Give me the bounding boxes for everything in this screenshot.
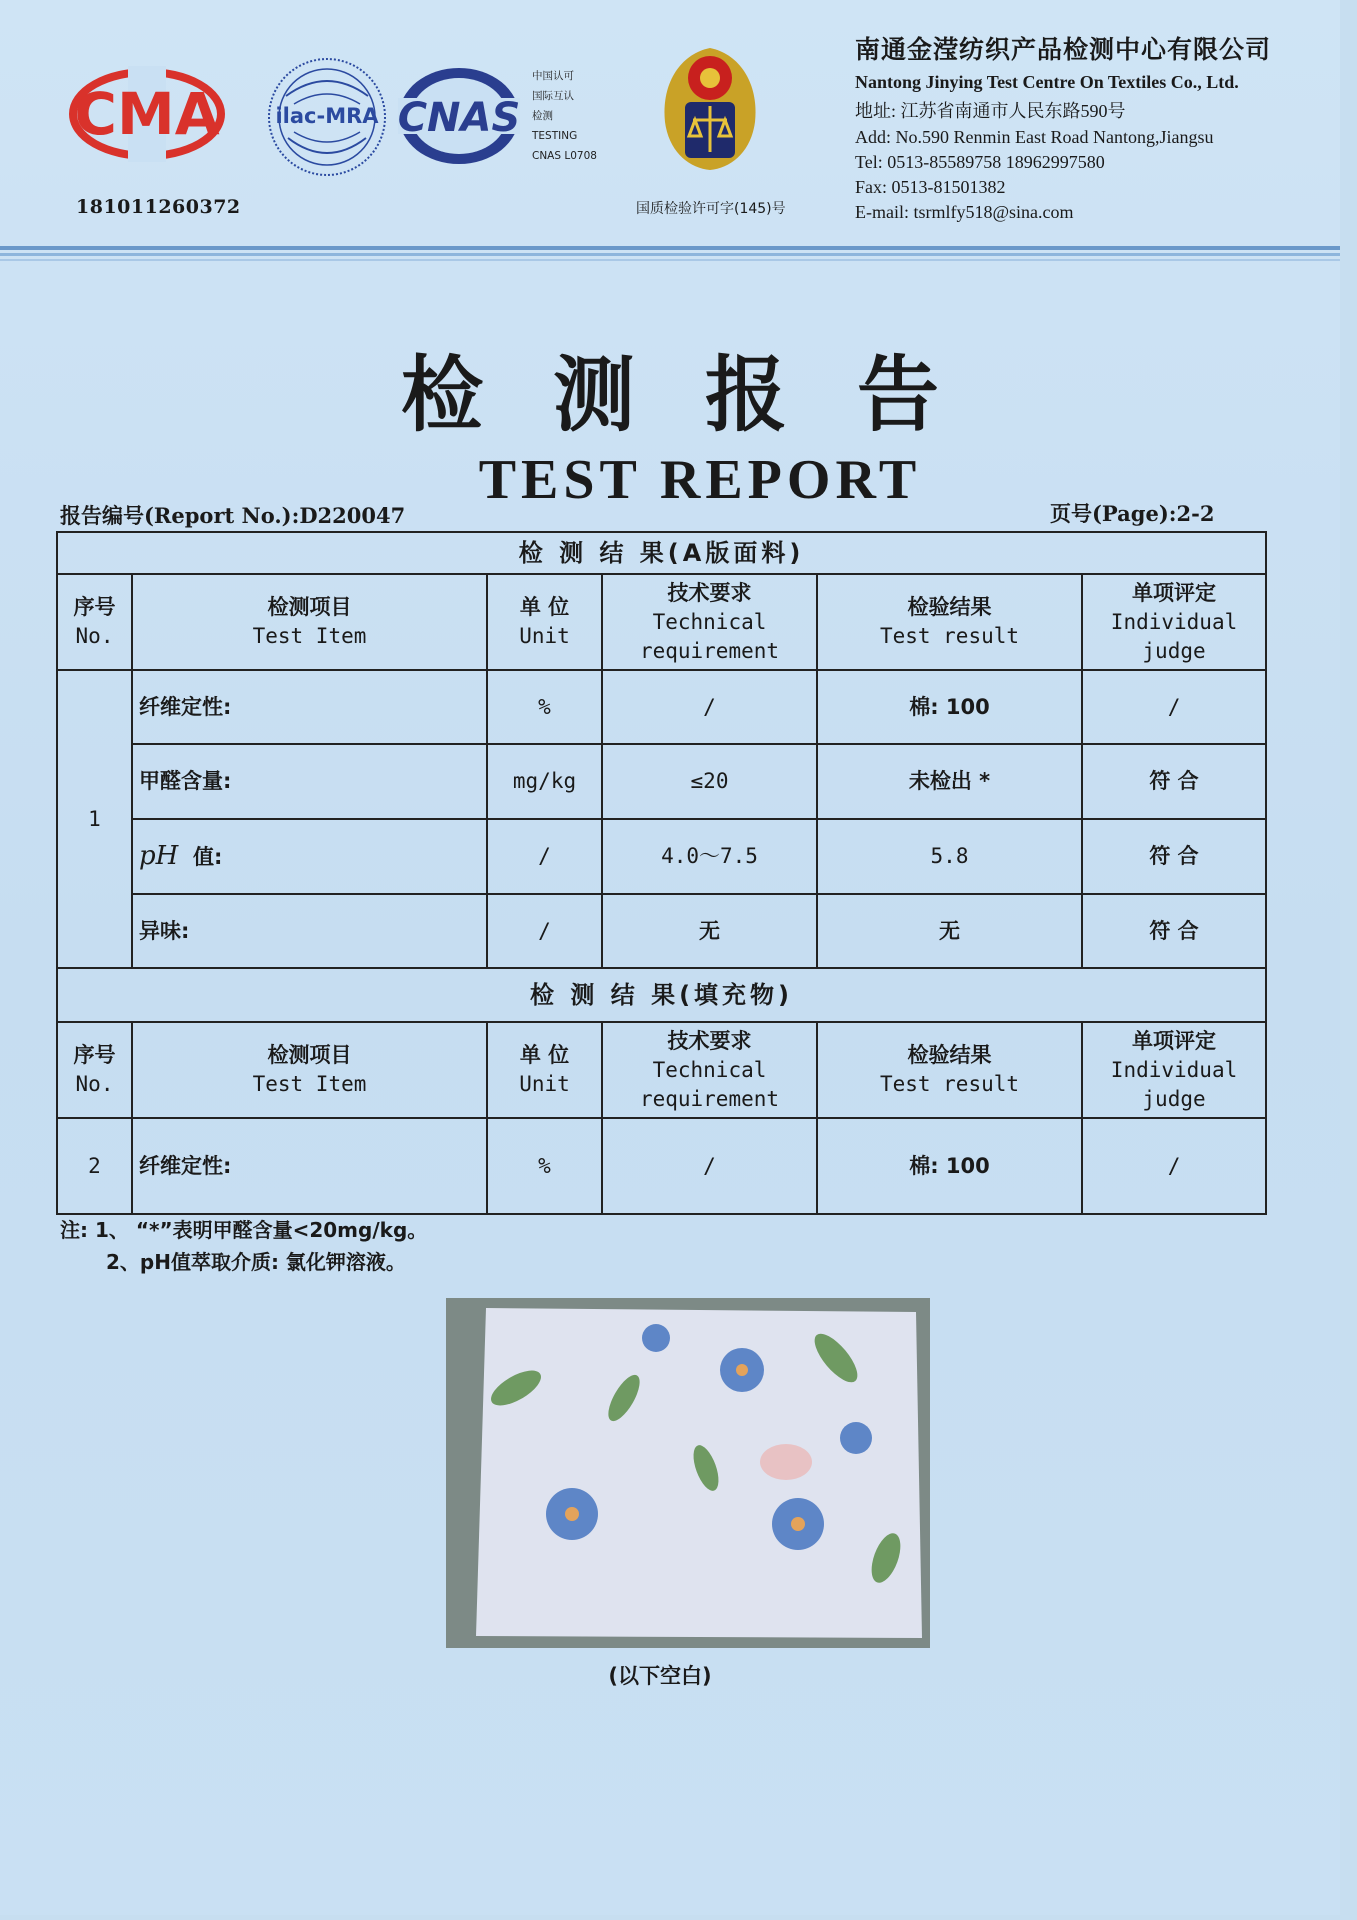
cnas-line: 国际互认 bbox=[532, 90, 574, 102]
result: 无 bbox=[817, 894, 1082, 968]
header-divider bbox=[0, 253, 1340, 256]
col-requirement: 技术要求 Technical requirement bbox=[602, 1022, 817, 1118]
cma-logo-text: CMA bbox=[74, 80, 220, 148]
email: E-mail: tsrmlfy518@sina.com bbox=[855, 202, 1074, 222]
address-cn: 地址: 江苏省南通市人民东路590号 bbox=[855, 101, 1126, 121]
cnas-line: CNAS L0708 bbox=[532, 150, 597, 162]
requirement: 无 bbox=[602, 894, 817, 968]
title-cn: 检测报告 bbox=[400, 348, 1009, 443]
col-judge: 单项评定 Individual judge bbox=[1082, 1022, 1266, 1118]
judge: 符 合 bbox=[1082, 744, 1266, 819]
ilac-logo-text: ilac-MRA bbox=[275, 104, 379, 128]
test-item: 纤维定性: bbox=[132, 1118, 487, 1214]
ph-label: pH bbox=[139, 840, 179, 871]
result: 棉: 100 bbox=[817, 670, 1082, 744]
col-judge: 单项评定 Individual judge bbox=[1082, 574, 1266, 670]
note-line: 注: 1、 “*”表明甲醛含量<20mg/kg。 bbox=[60, 1218, 428, 1242]
table-row bbox=[57, 1118, 1266, 1214]
col-unit: 单 位 Unit bbox=[487, 1022, 602, 1118]
col-unit: 单 位 Unit bbox=[487, 574, 602, 670]
unit: % bbox=[487, 670, 602, 744]
cnas-logo bbox=[394, 64, 524, 168]
col-result: 检验结果 Test result bbox=[817, 1022, 1082, 1118]
telephone: Tel: 0513-85589758 18962997580 bbox=[855, 152, 1105, 172]
row-no: 1 bbox=[57, 670, 132, 968]
requirement: / bbox=[602, 1118, 817, 1214]
cnas-caption bbox=[532, 66, 597, 166]
section-title-b: 检 测 结 果(填充物) bbox=[57, 968, 1266, 1022]
judge: / bbox=[1082, 670, 1266, 744]
result: 棉: 100 bbox=[817, 1118, 1082, 1214]
table-header-row bbox=[57, 1022, 1266, 1118]
cma-logo bbox=[68, 66, 226, 162]
table-row bbox=[57, 894, 1266, 968]
unit: / bbox=[487, 819, 602, 894]
judge: / bbox=[1082, 1118, 1266, 1214]
cnas-line: TESTING bbox=[532, 130, 578, 142]
company-info bbox=[855, 30, 1325, 223]
table-row bbox=[57, 744, 1266, 819]
col-no: 序号 No. bbox=[57, 1022, 132, 1118]
ilac-mra-logo bbox=[266, 56, 388, 178]
row-no: 2 bbox=[57, 1118, 132, 1214]
requirement: 4.0～7.5 bbox=[602, 819, 817, 894]
table-row bbox=[57, 819, 1266, 894]
section-title-a: 检 测 结 果(A版面料) bbox=[57, 532, 1266, 574]
note-line: 2、pH值萃取介质: 氯化钾溶液。 bbox=[106, 1250, 406, 1274]
result: 未检出 * bbox=[817, 744, 1082, 819]
header-divider bbox=[0, 246, 1340, 250]
test-item: pH 值: bbox=[132, 819, 487, 894]
unit: mg/kg bbox=[487, 744, 602, 819]
title-en: TEST REPORT bbox=[478, 449, 922, 511]
test-item: 异味: bbox=[132, 894, 487, 968]
result: 5.8 bbox=[817, 819, 1082, 894]
judge: 符 合 bbox=[1082, 819, 1266, 894]
report-number: 报告编号(Report No.):D220047 bbox=[60, 503, 406, 528]
cnas-line: 检测 bbox=[532, 110, 553, 122]
license-number: 国质检验许可字(145)号 bbox=[636, 201, 786, 217]
table-header-row bbox=[57, 574, 1266, 670]
fabric-sample-photo bbox=[446, 1298, 930, 1648]
unit: / bbox=[487, 894, 602, 968]
company-name-cn: 南通金滢纺织产品检测中心有限公司 bbox=[855, 35, 1272, 64]
address-en: Add: No.590 Renmin East Road Nantong,Jiangsu bbox=[855, 127, 1214, 147]
unit: % bbox=[487, 1118, 602, 1214]
table-row bbox=[57, 670, 1266, 744]
col-result: 检验结果 Test result bbox=[817, 574, 1082, 670]
end-of-report: (以下空白) bbox=[608, 1664, 712, 1688]
requirement: / bbox=[602, 670, 817, 744]
requirement: ≤20 bbox=[602, 744, 817, 819]
cnas-line: 中国认可 bbox=[532, 70, 574, 82]
test-item: 甲醛含量: bbox=[132, 744, 487, 819]
company-name-en: Nantong Jinying Test Centre On Textiles Co., Ltd. bbox=[855, 72, 1239, 92]
cma-number: 181011260372 bbox=[76, 196, 241, 218]
quality-inspection-emblem bbox=[655, 44, 765, 174]
col-requirement: 技术要求 Technical requirement bbox=[602, 574, 817, 670]
header-divider bbox=[0, 259, 1340, 261]
notes bbox=[60, 1214, 427, 1278]
col-no: 序号 No. bbox=[57, 574, 132, 670]
results-table bbox=[56, 531, 1267, 1215]
fax: Fax: 0513-81501382 bbox=[855, 177, 1006, 197]
judge: 符 合 bbox=[1082, 894, 1266, 968]
test-item: 纤维定性: bbox=[132, 670, 487, 744]
col-item: 检测项目 Test Item bbox=[132, 574, 487, 670]
page-number: 页号(Page):2-2 bbox=[1050, 501, 1215, 526]
col-item: 检测项目 Test Item bbox=[132, 1022, 487, 1118]
cnas-logo-text: CNAS bbox=[397, 95, 521, 141]
